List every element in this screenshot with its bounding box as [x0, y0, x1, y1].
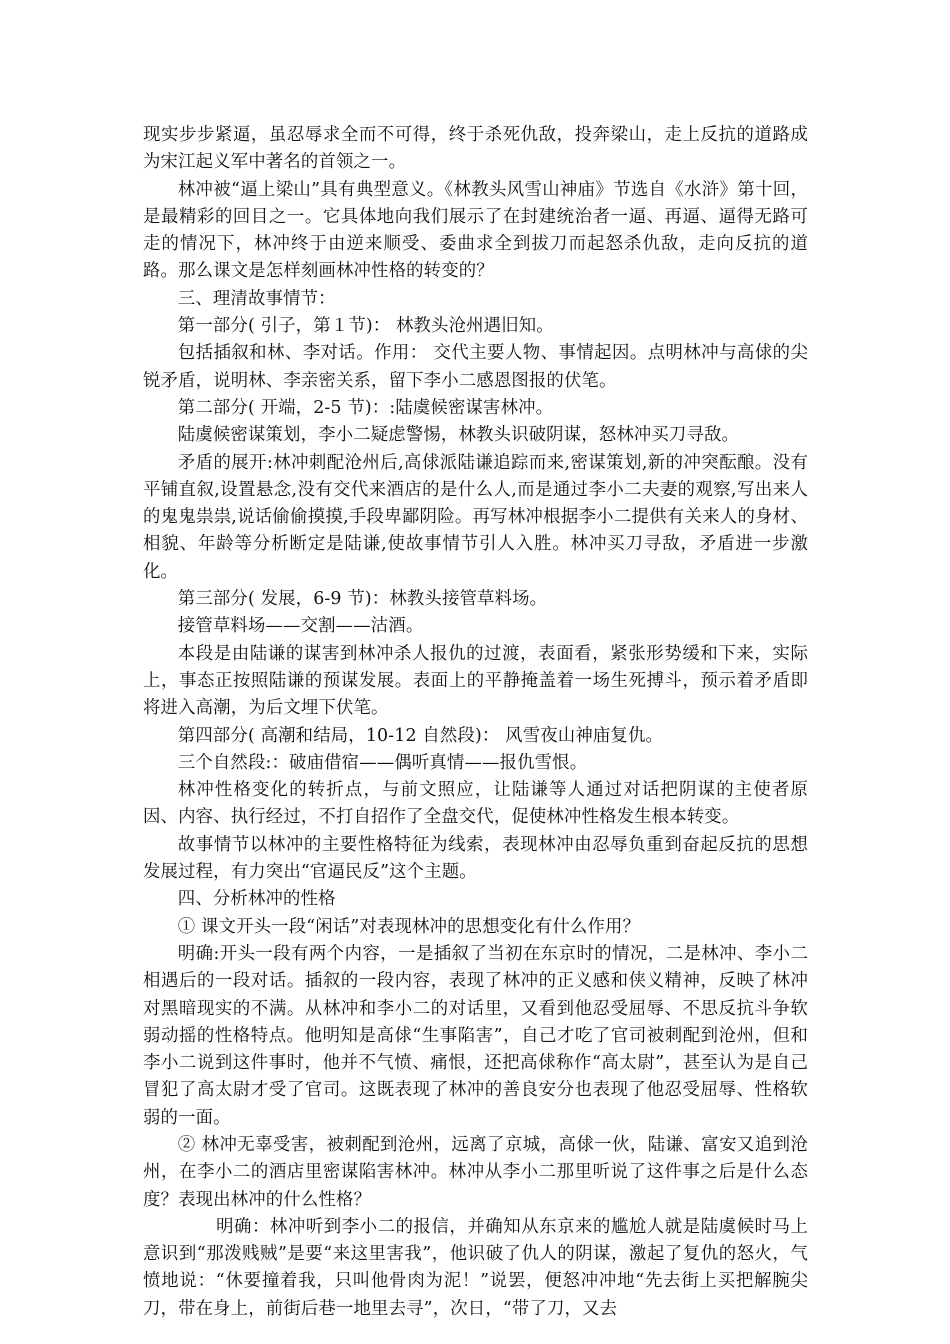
- paragraph-5: 包括插叙和林、李对话。作用： 交代主要人物、事情起因。点明林冲与高俅的尖锐矛盾，说明林、李亲密关系，留下李小二感恩图报的伏笔。: [143, 343, 808, 391]
- paragraph-7: 陆虞候密谋策划，李小二疑虑警惕，林教头识破阴谋，怒林冲买刀寻敌。: [177, 425, 740, 446]
- paragraph-14: 林冲性格变化的转折点，与前文照应，让陆谦等人通过对话把阴谋的主使者原因、内容、执行经过，不打自招作了全盘交代，促使林冲性格发生根本转变。: [143, 780, 808, 828]
- part-1-heading: 第一部分( 引子，第１节)： 林教头沧州遇旧知。: [177, 316, 554, 337]
- part-4-heading: 第四部分( 高潮和结局，10-12 自然段)： 风雪夜山神庙复仇。: [177, 725, 664, 746]
- section-heading-3: 三、理清故事情节：: [177, 288, 336, 309]
- answer-1: 明确:开头一段有两个内容，一是插叙了当初在东京时的情况，二是林冲、李小二相遇后的一段对话。插叙的一段内容，表现了林冲的正义感和侠义精神，反映了林冲对黑暗现实的不满。从林冲和李小二的对话里，又看到他忍受屈辱、不思反抗斗争软弱动摇的性格特点。他明知是高俅“生事陷害”，自己才吃了官司被刺配到沧州，但和李小二说到这件事时，他并不气愤、痛恨，还把高俅称作“高太尉”，甚至认为是自己冒犯了高太尉才受了官司。这既表现了林冲的善良安分也表现了他忍受屈辱、性格软弱的一面。: [143, 943, 808, 1128]
- document-page: [143, 122, 808, 1323]
- paragraph-15: 故事情节以林冲的主要性格特征为线索，表现林冲由忍辱负重到奋起反抗的思想发展过程，有力突出“官逼民反”这个主题。: [143, 834, 808, 883]
- part-3-heading: 第三部分( 发展，6-9 节)：林教头接管草料场。: [177, 589, 548, 610]
- question-2: ② 林冲无辜受害，被刺配到沧州，远离了京城，高俅一伙，陆谦、富安又追到沧州，在李小二的酒店里密谋陷害林冲。林冲从李小二那里听说了这件事之后是什么态度？表现出林冲的什么性格？: [143, 1134, 808, 1210]
- paragraph-1: 现实步步紧逼，虽忍辱求全而不可得，终于杀死仇敌，投奔梁山，走上反抗的道路成为宋江起义军中著名的首领之一。: [143, 125, 808, 173]
- paragraph-10: 接管草料场——交割——沽酒。: [177, 616, 424, 637]
- answer-2: 明确：林冲听到李小二的报信，并确知从东京来的尴尬人就是陆虞候时马上意识到“那泼贱贼”是要“来这里害我”，他识破了仇人的阴谋，激起了复仇的怒火，气愤地说：“休要撞着我，只叫他骨肉为泥！”说罢，便怒冲冲地“先去街上买把解腕尖刀，带在身上，前街后巷一地里去寻”，次日，“带了刀，又去: [143, 1216, 808, 1319]
- part-2-heading: 第二部分( 开端，2-5 节)：:陆虞候密谋害林冲。: [177, 397, 554, 418]
- question-1: ① 课文开头一段“闲话”对表现林冲的思想变化有什么作用？: [177, 916, 641, 937]
- paragraph-8: 矛盾的展开:林冲刺配沧州后,高俅派陆谦追踪而来,密谋策划,新的冲突酝酿。没有平铺直叙,设置悬念,没有交代来酒店的是什么人,而是通过李小二夫妻的观察,写出来人的鬼鬼祟祟,说话偷偷摸摸,手段卑鄙阴险。再写林冲根据李小二提供有关来人的身材、相貌、年龄等分析断定是陆谦,使故事情节引人入胜。林冲买刀寻敌，矛盾进一步激化。: [143, 452, 808, 582]
- paragraph-11: 本段是由陆谦的谋害到林冲杀人报仇的过渡，表面看，紧张形势缓和下来，实际上，事态正按照陆谦的预谋发展。表面上的平静掩盖着一场生死搏斗，预示着矛盾即将进入高潮，为后文埋下伏笔。: [143, 643, 808, 719]
- section-heading-4: 四、分析林冲的性格: [177, 889, 336, 910]
- paragraph-2: 林冲被“逼上梁山”具有典型意义。《林教头风雪山神庙》节选自《水浒》第十回，是最精彩的回目之一。它具体地向我们展示了在封建统治者一逼、再逼、逼得无路可走的情况下，林冲终于由逆来顺受、委曲求全到拔刀而起怒杀仇敌，走向反抗的道路。那么课文是怎样刻画林冲性格的转变的？: [143, 179, 808, 282]
- paragraph-13: 三个自然段:：破庙借宿——偶听真情——报仇雪恨。: [177, 752, 588, 773]
